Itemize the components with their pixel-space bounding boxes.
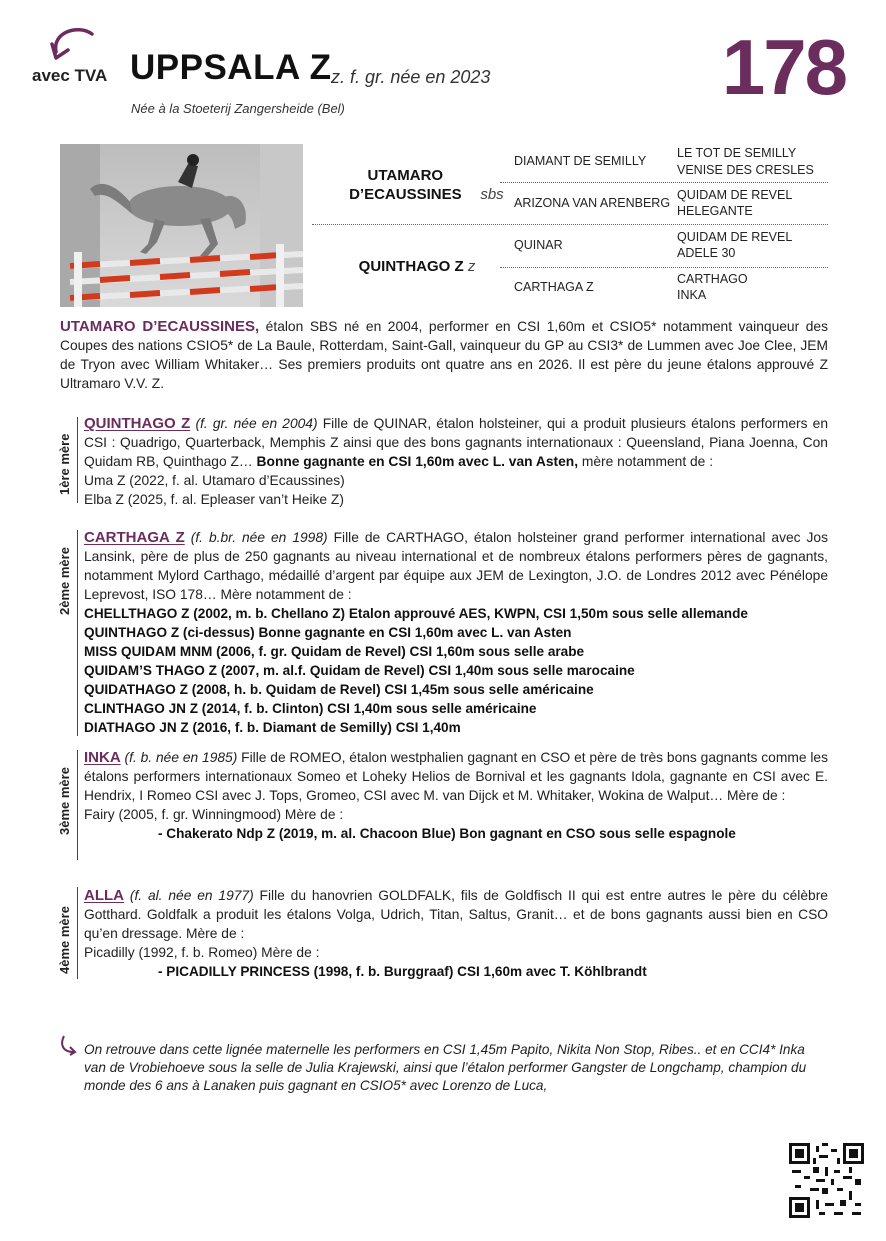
divider — [500, 267, 828, 268]
m2-offspring: QUIDATHAGO Z (2008, h. b. Quidam de Revel) CSI 1,45m sous selle américaine — [84, 682, 594, 697]
m4-name: ALLA — [84, 887, 124, 904]
pedigree-sire — [312, 166, 522, 204]
m3-meta: (f. b. née en 1985) — [124, 750, 238, 765]
m2-offspring: QUINTHAGO Z (ci-dessus) Bonne gagnante en CSI 1,60m avec L. van Asten — [84, 625, 572, 640]
m3-sub: - Chakerato Ndp Z (2019, m. al. Chacoon Blue) Bon gagnant en CSO sous selle espagnole — [158, 826, 736, 841]
dam-name: QUINTHAGO Z — [358, 258, 464, 275]
g3-2a: QUIDAM DE REVEL — [677, 188, 793, 202]
return-arrow-icon — [58, 1034, 78, 1056]
gen-label-2: 2ème mère — [57, 547, 72, 615]
gen-label-3: 3ème mère — [57, 767, 72, 835]
horse-name: UPPSALA Z — [130, 48, 332, 87]
m2-offspring: CHELLTHAGO Z (2002, m. b. Chellano Z) Etalon approuvé AES, KWPN, CSI 1,50m sous selle allemande — [84, 606, 748, 621]
m1-text2: mère notamment de : — [578, 454, 714, 469]
mother-1 — [84, 414, 828, 509]
sire-sire: DIAMANT DE SEMILLY — [514, 154, 647, 168]
maternal-line-note: On retrouve dans cette lignée maternelle les performers en CSI 1,45m Papito, Nikita Non Stop, Ribes.. et en CCI4* Inka van de Vrobiehoeve sous la selle de Julia Krajewski, ainsi que l’étalon performer Gangster de Longchamp, champion du monde des 6 ans à Lanaken puis gagnant en CSIO5* avec Lorenzo de Luca, — [84, 1042, 807, 1093]
g3-4a: CARTHAGO — [677, 272, 748, 286]
m3-name: INKA — [84, 749, 121, 766]
dam-sire: QUINAR — [514, 238, 563, 252]
m2-meta: (f. b.br. née en 1998) — [190, 530, 328, 545]
m2-offspring: CLINTHAGO JN Z (2014, f. b. Clinton) CSI 1,40m sous selle américaine — [84, 701, 537, 716]
sire-desc-body: étalon SBS né en 2004, performer en CSI 1,60m et CSIO5* notamment vainqueur des Coupes des nations CSIO5* de La Baule, Rotterdam, Saint-Gall, vainqueur du GP au CSI3* de Lummen avec Joe Clee, JEM de Tryon avec William Whitaker… Ses premiers produits ont quatre ans en 2026. Il est père du jeune étalons approuvé Z Ultramaro V.V. Z. — [60, 319, 828, 391]
divider — [312, 224, 828, 225]
curved-arrow-icon — [48, 22, 100, 64]
m2-offspring: DIATHAGO JN Z (2016, f. b. Diamant de Semilly) CSI 1,40m — [84, 720, 461, 735]
tva-label: avec TVA — [32, 66, 108, 85]
m4-line: Picadilly (1992, f. b. Romeo) Mère de : — [84, 945, 320, 960]
g3-4b: INKA — [677, 288, 707, 302]
g3-1a: LE TOT DE SEMILLY — [677, 146, 797, 160]
horse-subtitle: z. f. gr. née en 2023 — [331, 67, 491, 87]
pedigree-dam — [312, 258, 522, 275]
dam-studbook: z — [467, 258, 476, 275]
m1-line: Uma Z (2022, f. al. Utamaro d’Ecaussines) — [84, 473, 345, 488]
mother-bar — [77, 530, 78, 736]
m1-line: Elba Z (2025, f. al. Epleaser van’t Heike Z) — [84, 492, 344, 507]
sire-name: UTAMARO D’ECAUSSINES — [349, 167, 462, 203]
sire-studbook: sbs — [480, 186, 504, 203]
m3-line: Fairy (2005, f. gr. Winningmood) Mère de : — [84, 807, 344, 822]
m1-text: Fille de QUINAR, étalon holsteiner, qui a produit plusieurs étalons performers en CSI : Quadrigo, Quarterback, Memphis Z ainsi que des bons gagnants internationaux : Queensland, Piana Joenna, Con Quidam RB, Quinthago Z… — [84, 416, 828, 469]
mother-bar — [77, 750, 78, 860]
m2-text: Fille de CARTHAGO, étalon holsteiner grand performer international avec Jos Lansink, père de plus de 250 gagnants au niveau international et de nombreux étalons performers pères de gagnants, notamment Mylord Carthago, médaillé d’argent par équipe aux JEM de Lexington, J.O. de Londres 2012 avec Pénélope Leprevost, ISO 178… Mère notamment de : — [84, 530, 828, 602]
birthplace: Née à la Stoeterij Zangersheide (Bel) — [131, 101, 345, 116]
sire-dam: ARIZONA VAN ARENBERG — [514, 196, 671, 210]
divider — [500, 182, 828, 183]
sire-desc-name: UTAMARO D’ECAUSSINES, — [60, 318, 260, 335]
m1-meta: (f. gr. née en 2004) — [195, 416, 318, 431]
horse-jump-illustration — [60, 144, 303, 307]
m2-offspring-list — [84, 604, 828, 737]
dam-dam: CARTHAGA Z — [514, 280, 594, 294]
mother-bar — [77, 417, 78, 503]
g3-2b: HELEGANTE — [677, 204, 753, 218]
gen-label-4: 4ème mère — [57, 906, 72, 974]
m2-offspring: MISS QUIDAM MNM (2006, f. gr. Quidam de Revel) CSI 1,60m sous selle arabe — [84, 644, 585, 659]
sire-description — [60, 317, 828, 393]
mother-4 — [84, 886, 828, 981]
g3-3b: ADELE 30 — [677, 246, 736, 260]
m4-meta: (f. al. née en 1977) — [129, 888, 254, 903]
m1-name: QUINTHAGO Z — [84, 415, 191, 432]
m4-text: Fille du hanovrien GOLDFALK, fils de Goldfisch II qui est entre autres le père du célèbre Gotthard. Goldfalk a produit les étalons Volga, Udrich, Titan, Saltus, Granit… et de bons gagnants aussi bien en CSO qu’en dressage. Mère de : — [84, 888, 828, 941]
lot-number: 178 — [721, 23, 846, 111]
mother-bar — [77, 887, 78, 979]
m2-name: CARTHAGA Z — [84, 529, 185, 546]
mother-2 — [84, 528, 828, 604]
m4-sub: - PICADILLY PRINCESS (1998, f. b. Burggraaf) CSI 1,60m avec T. Köhlbrandt — [158, 964, 647, 979]
qr-code-icon[interactable] — [789, 1143, 864, 1218]
horse-photo — [60, 144, 303, 307]
g3-1b: VENISE DES CRESLES — [677, 163, 814, 177]
m2-offspring: QUIDAM’S THAGO Z (2007, m. al.f. Quidam de Revel) CSI 1,40m sous selle marocaine — [84, 663, 635, 678]
g3-3a: QUIDAM DE REVEL — [677, 230, 793, 244]
mother-3 — [84, 748, 828, 843]
gen-label-1: 1ère mère — [57, 433, 72, 495]
m3-text: Fille de ROMEO, étalon westphalien gagnant en CSO et père de très bons gagnants comme les étalons performers internationaux Someo et Loheky Helios de Bornival et les gagnants Idola, gagnante en CSI avec E. Hendrix, I Romeo CSI avec J. Tops, Gromeo, CSI avec M. van Dijck et M. Whitaker, Wokina de Walput… Mère de : — [84, 750, 828, 803]
m1-bold: Bonne gagnante en CSI 1,60m avec L. van Asten, — [256, 454, 579, 469]
